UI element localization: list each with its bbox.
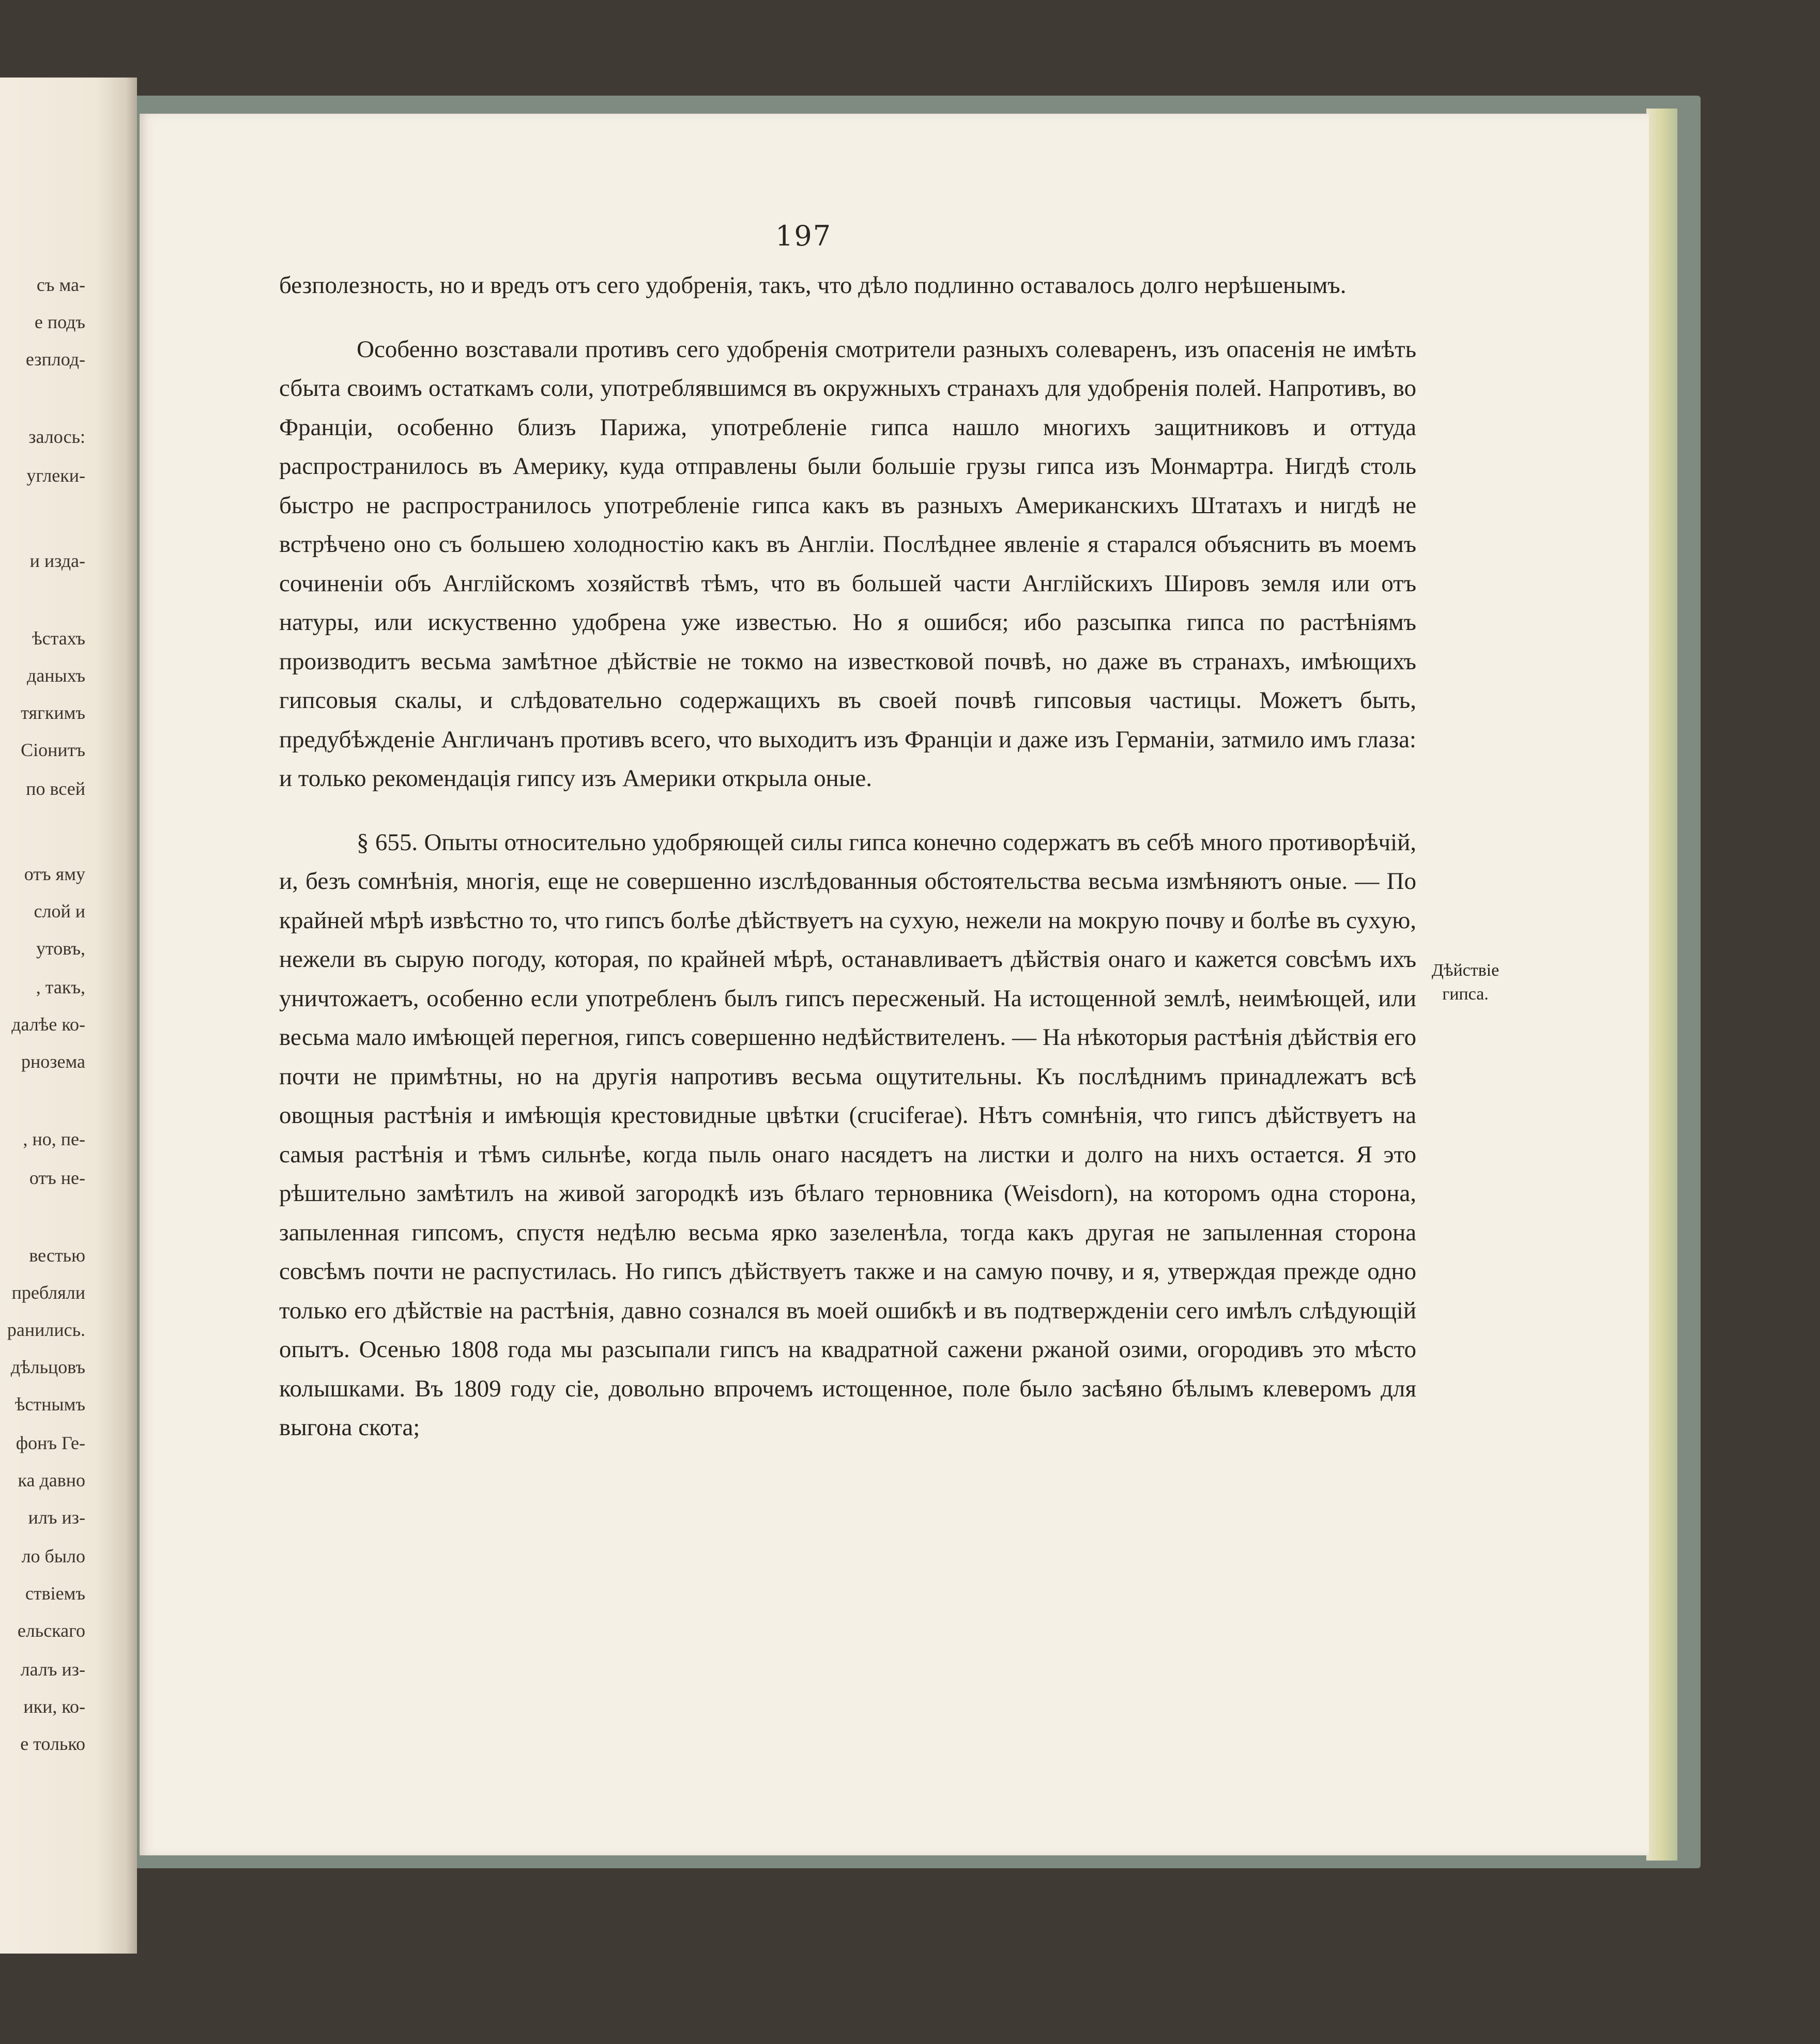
margin-note-line: гипса. [1442, 985, 1489, 1004]
facing-page-line: е только [20, 1733, 85, 1754]
facing-page-line: ѣстнымъ [14, 1394, 85, 1415]
facing-page-line: далѣе ко- [11, 1014, 85, 1035]
facing-page-line: углеки- [26, 465, 85, 486]
facing-page-line: ранились. [7, 1319, 85, 1340]
facing-page-line: ики, ко- [23, 1696, 85, 1717]
facing-page-line: ло было [21, 1546, 85, 1566]
facing-page-line: утовъ, [36, 938, 85, 959]
margin-note [1414, 959, 1517, 1006]
facing-page-line: лалъ из- [20, 1659, 85, 1680]
book-page [140, 114, 1649, 1855]
facing-page-line: езплод- [25, 349, 85, 370]
facing-page-line: даныхъ [27, 665, 85, 686]
paragraph: Особенно возставали противъ сего удобренія смотрители разныхъ солеваренъ, изъ опасенія не имѣть сбыта своимъ остаткамъ соли, употреблявшимся въ окружныхъ странахъ для удобренія полей. Напротивъ, во Франціи, особенно близъ Парижа, употребленіе гипса нашло многихъ защитниковъ и оттуда распространилось въ Америку, куда отправлены были большіе грузы гипса изъ Монмартра. Нигдѣ столь быстро не распространилось употребленіе гипса какъ въ разныхъ Американскихъ Штатахъ и нигдѣ не встрѣчено оно съ большею холодностію какъ въ Англіи. Послѣднее явленіе я старался объяснить въ моемъ сочиненіи объ Англійскомъ хозяйствѣ тѣмъ, что въ большей части Англійскихъ Шировъ земля или отъ натуры, или искуственно удобрена уже известью. Но я ошибся; ибо разсыпка гипса по растѣніямъ производитъ весьма замѣтное дѣйствіе не токмо на известковой почвѣ, но даже въ странахъ, имѣющихъ гипсовыя скалы, и слѣдовательно содержащихъ въ своей почвѣ гипсовыя частицы. Можетъ быть, предубѣжденіе Англичанъ противъ всего, что выходитъ изъ Франціи и даже изъ Германіи, затмило имъ глаза: и только рекомендація гипсу изъ Америки открыла оные. [279, 335, 1416, 792]
facing-page-line: дѣльцовъ [10, 1357, 85, 1377]
facing-page-line: , такъ, [36, 977, 85, 997]
facing-page-line: вестью [29, 1245, 85, 1266]
paragraph-section-655: § 655. Опыты относительно удобряющей силы гипса конечно содержатъ въ себѣ много противорѣчій, и, безъ сомнѣнія, многія, еще не совершенно изслѣдованныя обстоятельства весьма измѣняютъ оные. — По крайней мѣрѣ извѣстно то, что гипсъ болѣе дѣйствуетъ на сухую, нежели на мокрую почву и болѣе въ сухую, нежели въ сырую погоду, которая, по крайней мѣрѣ, останавливаетъ дѣйствія онаго и кажется совсѣмъ ихъ уничтожаетъ, особенно если употребленъ былъ гипсъ пересженый. На истощенной землѣ, неимѣющей, или весьма мало имѣющей перегноя, гипсъ совершенно недѣйствителенъ. — На нѣкоторыя растѣнія дѣйствія его почти не примѣтны, но на другія напротивъ весьма ощутительны. Къ послѣднимъ принадлежатъ всѣ овощныя растѣнія и имѣющія крестовидные цвѣтки (cruciferae). Нѣтъ сомнѣнія, что гипсъ дѣйствуетъ на самыя растѣнія и тѣмъ сильнѣе, когда пыль онаго насядетъ на листки и долго на нихъ остается. Я это рѣшительно замѣтилъ на живой загородкѣ изъ бѣлаго терновника (Weisdorn), на которомъ одна сторона, запыленная гипсомъ, спустя недѣлю весьма ярко зазеленѣла, тогда какъ другая не запыленная сторона совсѣмъ почти не распустилась. Но гипсъ дѣйствуетъ также и на самую почву, и я, утверждая прежде одно только его дѣйствіе на растѣнія, давно сознался въ моей ошибкѣ и въ подтвержденіи сего имѣлъ слѣдующій опытъ. Осенью 1808 года мы разсыпали гипсъ на квадратной сажени ржаной озими, огородивъ это мѣсто колышками. Въ 1809 году сіе, довольно впрочемъ истощенное, поле было засѣяно бѣлымъ клеверомъ для выгона скота; [279, 828, 1416, 1441]
facing-page-line: отъ не- [29, 1167, 85, 1188]
facing-page-line: ка давно [18, 1470, 85, 1490]
facing-page-line: Сіонитъ [21, 740, 85, 760]
facing-page-line: и изда- [29, 550, 85, 571]
facing-page-line: пребляли [11, 1282, 85, 1303]
facing-page-line: по всей [26, 778, 85, 799]
facing-page-line: ельскаго [17, 1620, 85, 1641]
page-edges [1646, 109, 1677, 1861]
page-number: 197 [775, 220, 832, 252]
facing-page-line: тягкимъ [21, 702, 85, 723]
body-text [279, 266, 1416, 1448]
facing-page-line: ствіемъ [25, 1583, 85, 1604]
facing-page-line: залось: [28, 426, 85, 447]
facing-page [0, 78, 137, 1954]
facing-page-line: илъ из- [28, 1507, 85, 1528]
facing-page-line: слой и [34, 901, 85, 921]
margin-note-line: Дѣйствіе [1431, 961, 1500, 980]
paragraph-continuation: безполезность, но и вредъ отъ сего удобренія, такъ, что дѣло подлинно оставалось долго нерѣшенымъ. [279, 272, 1347, 299]
facing-page-line: рнозема [21, 1051, 85, 1072]
facing-page-line: е подъ [34, 312, 85, 332]
facing-page-line: ѣстахъ [32, 628, 85, 649]
facing-page-line: фонъ Ге- [16, 1433, 85, 1453]
facing-page-line: , но, пе- [23, 1129, 85, 1149]
facing-page-line: отъ яму [24, 864, 85, 884]
facing-page-line: съ ма- [36, 274, 85, 295]
